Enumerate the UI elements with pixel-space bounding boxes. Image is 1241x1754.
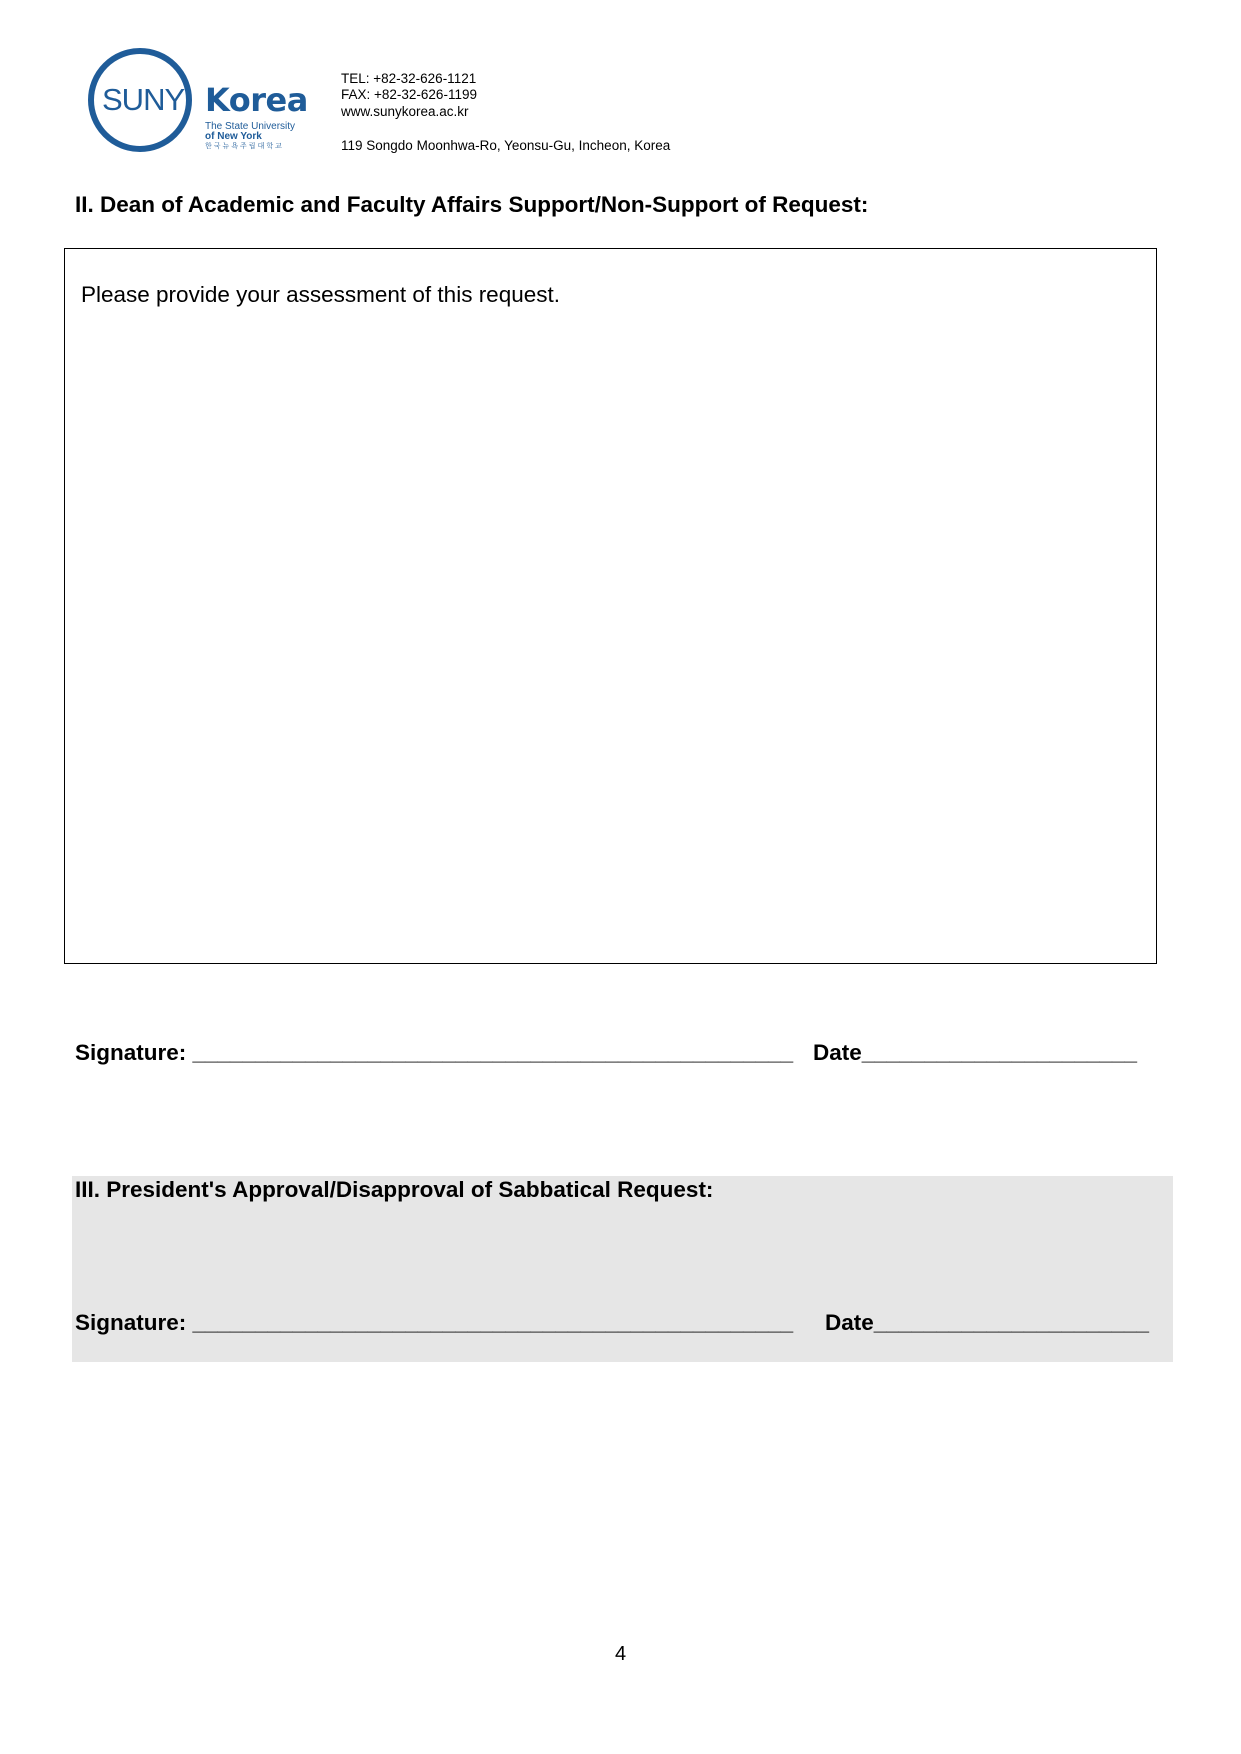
president-date-field[interactable]: Date______________________	[825, 1310, 1150, 1335]
contact-address: 119 Songdo Moonhwa-Ro, Yeonsu-Gu, Incheon, Korea	[341, 138, 671, 153]
logo-tagline-2: of New York	[205, 131, 262, 142]
contact-tel: TEL: +82-32-626-1121	[341, 71, 477, 86]
dean-date-field[interactable]: Date______________________	[813, 1040, 1138, 1065]
page-number: 4	[614, 1643, 627, 1665]
section-2-title: II. Dean of Academic and Faculty Affairs Support/Non-Support of Request:	[75, 192, 869, 217]
logo-secondary-text: Korea	[205, 81, 308, 119]
contact-fax: FAX: +82-32-626-1199	[341, 87, 477, 102]
president-signature-field[interactable]: Signature: ________________________________________________	[75, 1310, 794, 1335]
section-3-title: III. President's Approval/Disapproval of Sabbatical Request:	[75, 1177, 714, 1202]
assessment-prompt: Please provide your assessment of this request.	[81, 282, 560, 307]
assessment-textbox[interactable]	[64, 248, 1157, 964]
dean-signature-field[interactable]: Signature: ________________________________________________	[75, 1040, 794, 1065]
contact-website: www.sunykorea.ac.kr	[341, 104, 469, 119]
logo-tagline-1: The State University	[205, 121, 296, 132]
logo-primary-text: SUNY	[102, 82, 185, 117]
logo-tagline-3: 한국뉴욕주립대학교	[205, 143, 284, 150]
suny-korea-logo	[88, 48, 308, 162]
